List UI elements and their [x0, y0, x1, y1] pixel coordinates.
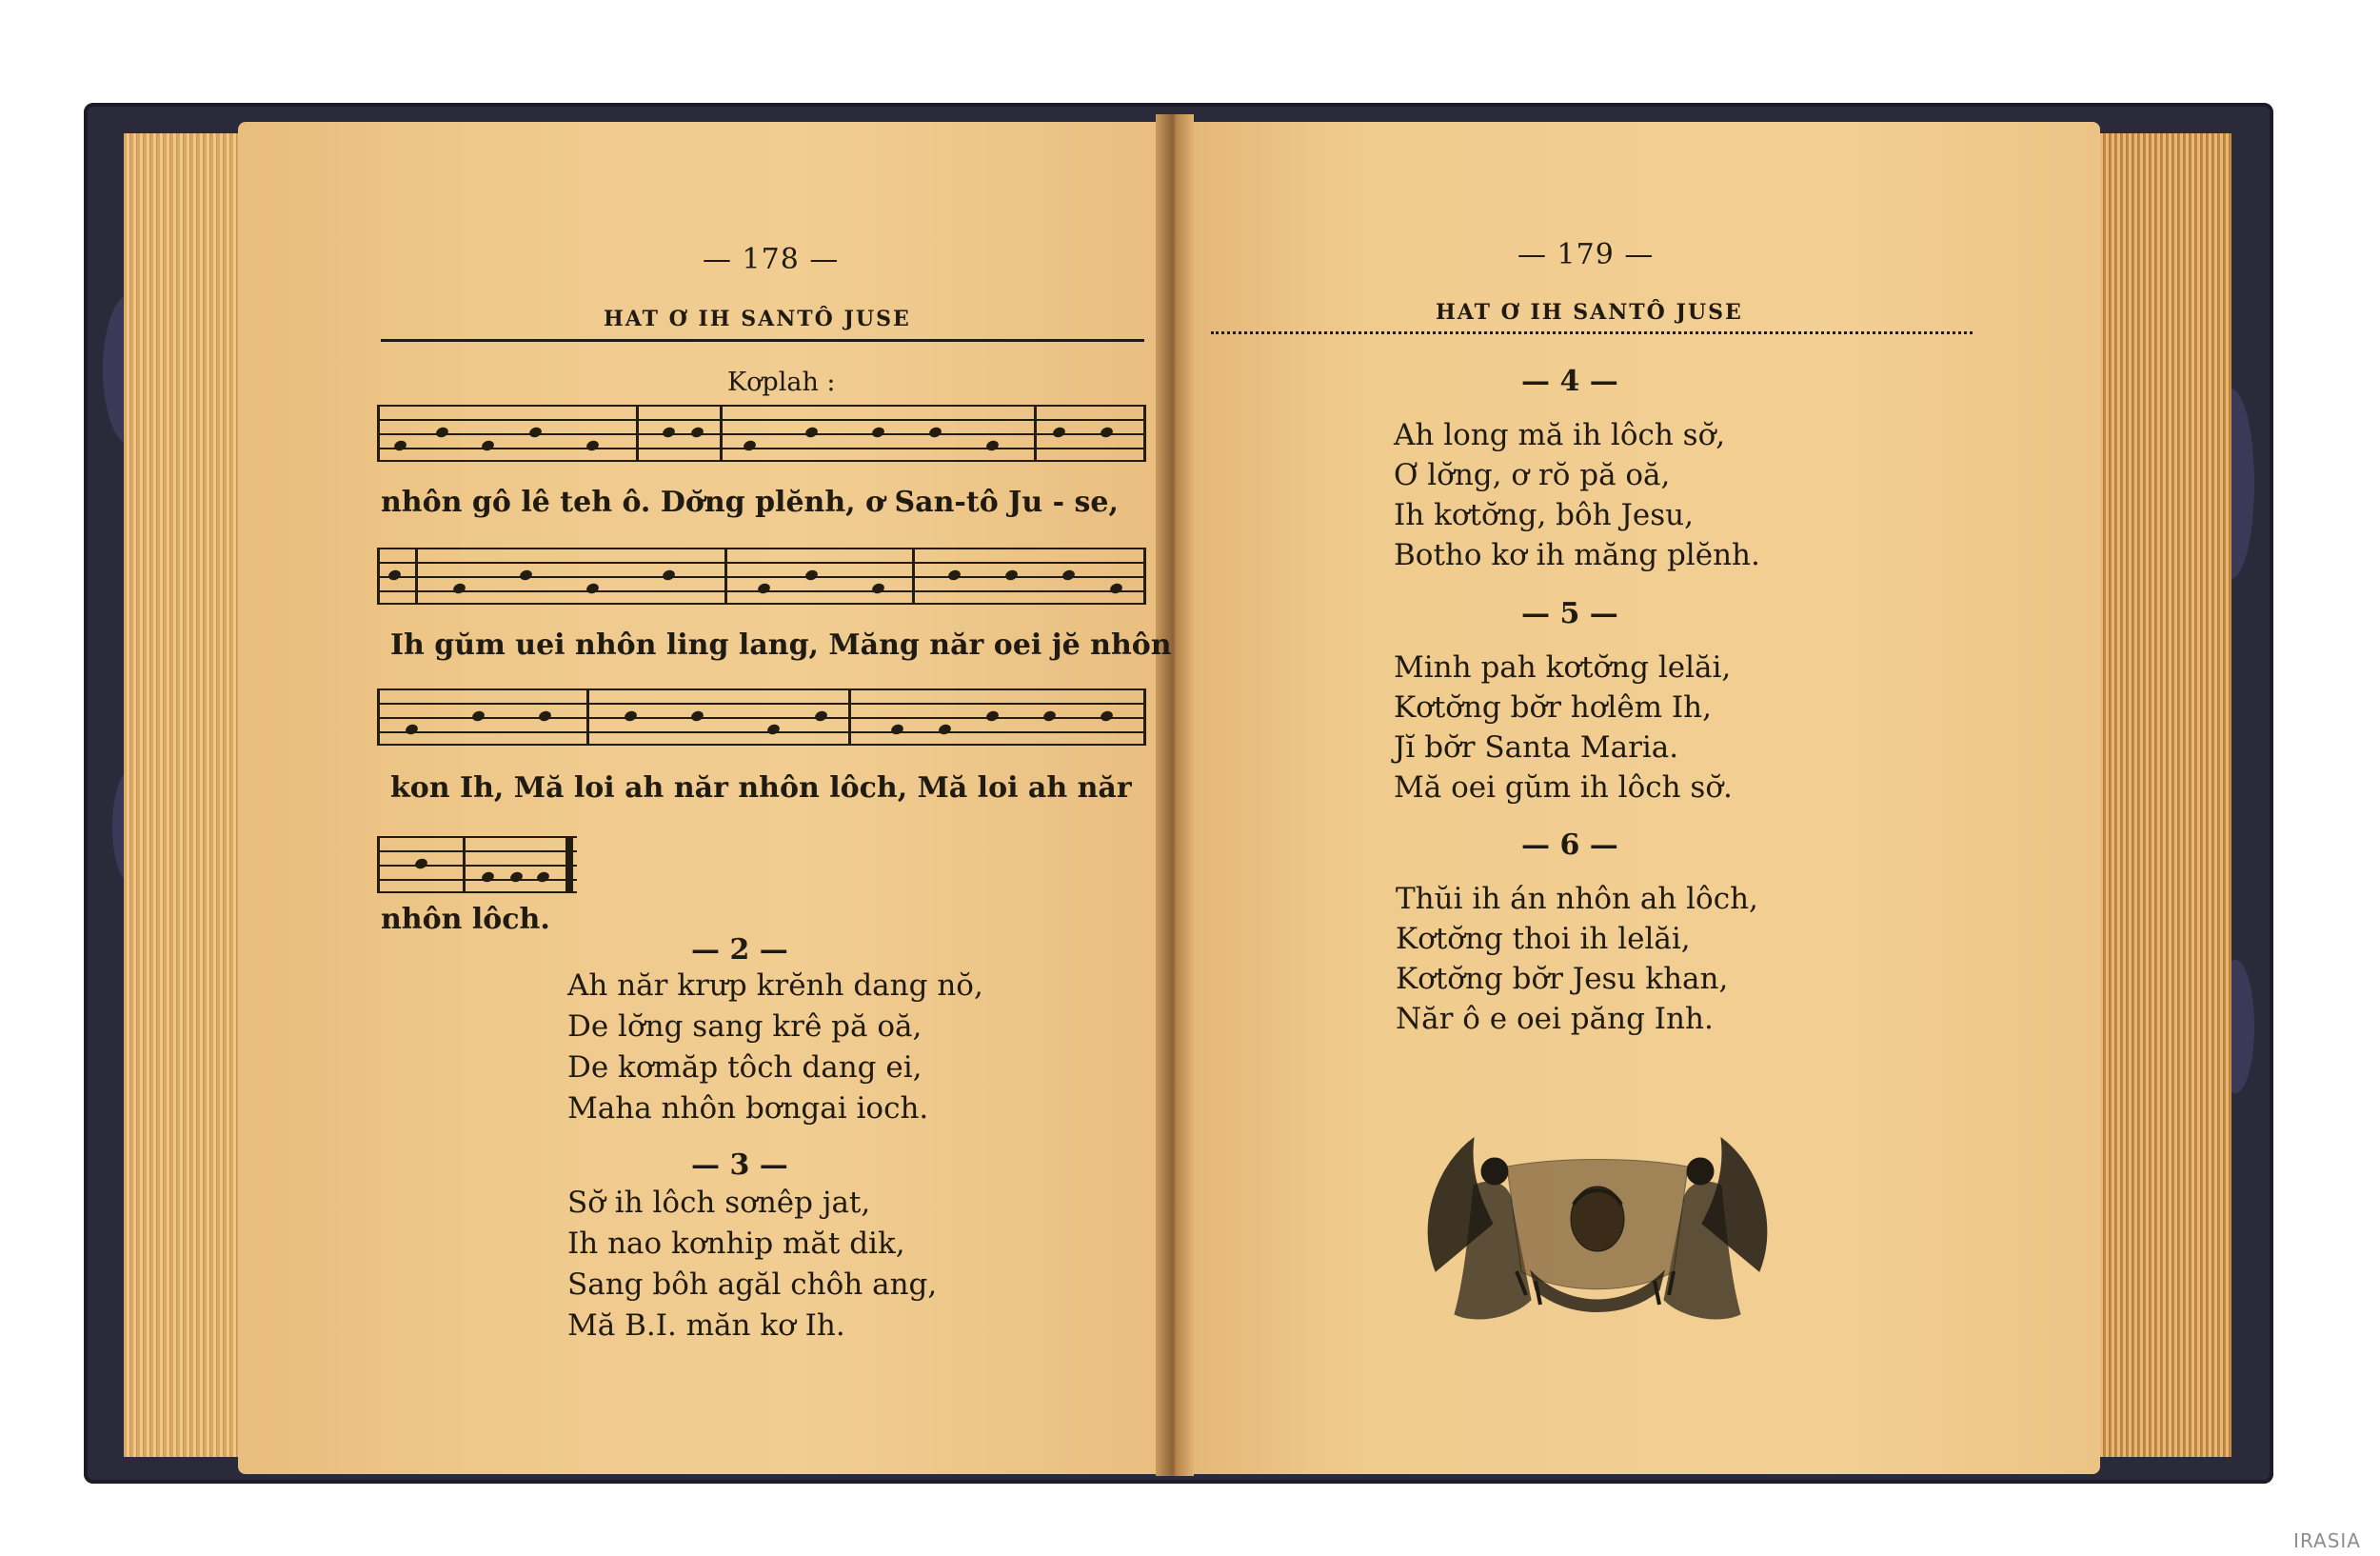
- music-staff: [377, 688, 1146, 746]
- lyric-line: nhôn gô lê teh ô. Dơ̆ng plĕnh, ơ San-tô Ju - se,: [381, 486, 1119, 519]
- verse-line: Kơtơ̆ng bơ̆r hơlêm Ih,: [1394, 690, 1712, 725]
- verse-line: Botho kơ ih măng plĕnh.: [1394, 538, 1760, 572]
- music-staff: [377, 836, 577, 893]
- music-staff: [377, 548, 1146, 605]
- verse-line: Ah long mă ih lôch sơ̆,: [1394, 418, 1726, 452]
- verse-line: Sơ̆ ih lôch sơnêp jat,: [567, 1186, 871, 1220]
- watermark: IRASIA: [2293, 1529, 2361, 1552]
- verse-line: Ơ lơ̆ng, ơ rŏ pă oă,: [1394, 458, 1671, 492]
- verse-number: — 6 —: [1521, 828, 1618, 862]
- book-gutter: [1156, 114, 1194, 1476]
- verse-line: Thŭi ih án nhôn ah lôch,: [1396, 882, 1758, 916]
- right-page-edges: [2098, 133, 2231, 1457]
- verse-line: Minh pah kơtơ̆ng lelăi,: [1394, 650, 1732, 685]
- verse-line: Jĭ bơ̆r Santa Maria.: [1394, 730, 1679, 765]
- verse-line: Mă oei gŭm ih lôch sơ̆.: [1394, 770, 1733, 805]
- verse-line: Mă B.I. măn kơ Ih.: [567, 1308, 845, 1343]
- left-header-rule: [381, 339, 1144, 342]
- verse-line: Maha nhôn bơngai ioch.: [567, 1091, 929, 1126]
- lyric-line: kon Ih, Mă loi ah năr nhôn lôch, Mă loi ah năr: [390, 771, 1132, 805]
- verse-line: Ih nao kơnhip măt dik,: [567, 1227, 905, 1261]
- verse-line: Ih kơtơ̆ng, bôh Jesu,: [1394, 498, 1694, 532]
- verse-line: Kơtơ̆ng thoi ih lelăi,: [1396, 922, 1691, 956]
- music-staff: [377, 405, 1146, 462]
- verse-line: De kơmăp tôch dang ei,: [567, 1050, 922, 1085]
- melody-label: Kơplah :: [727, 368, 836, 397]
- left-page-number: — 178 —: [703, 243, 840, 276]
- angels-veil-illustration: [1417, 1128, 1778, 1328]
- verse-line: Kơtơ̆ng bơ̆r Jesu khan,: [1396, 962, 1729, 996]
- verse-number: — 2 —: [691, 933, 788, 967]
- right-page-number: — 179 —: [1517, 238, 1655, 271]
- right-running-head: HAT Ơ IH SANTÔ JUSE: [1436, 300, 1743, 325]
- left-page-edges: [124, 133, 240, 1457]
- lyric-line: nhôn lôch.: [381, 903, 550, 936]
- left-running-head: HAT Ơ IH SANTÔ JUSE: [604, 307, 911, 331]
- verse-number: — 3 —: [691, 1148, 788, 1182]
- verse-number: — 5 —: [1521, 597, 1618, 630]
- right-header-rule: [1211, 331, 1973, 334]
- verse-line: Ah năr krưp krĕnh dang nŏ,: [567, 968, 983, 1003]
- lyric-line: Ih gŭm uei nhôn ling lang, Măng năr oei jĕ nhôn: [390, 628, 1172, 662]
- verse-line: Sang bôh agăl chôh ang,: [567, 1267, 938, 1302]
- verse-number: — 4 —: [1521, 365, 1618, 398]
- verse-line: De lơ̆ng sang krê pă oă,: [567, 1009, 922, 1044]
- verse-line: Năr ô e oei păng Inh.: [1396, 1002, 1714, 1036]
